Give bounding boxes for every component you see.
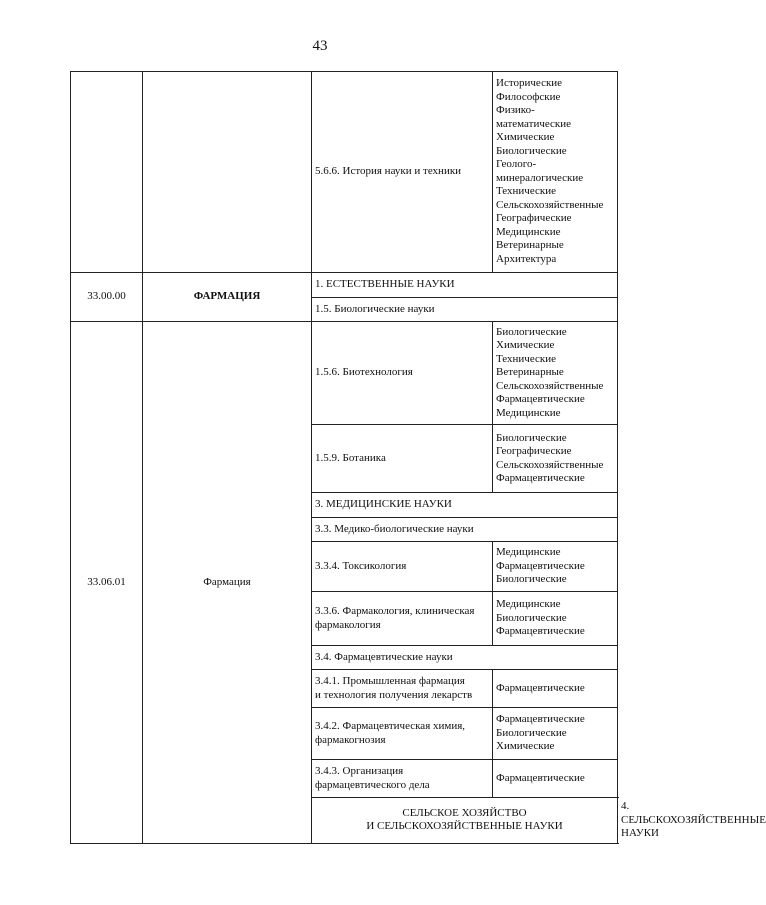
branch-item: Философские — [496, 90, 561, 103]
branch-item: Фармацевтические — [496, 625, 585, 638]
name-cell — [143, 72, 312, 273]
table-row — [71, 72, 618, 273]
branch-item: Химические — [496, 339, 555, 352]
branch-item: минералогические — [496, 171, 584, 184]
specialty-cell: 1.5.6. Биотехнология — [312, 322, 493, 425]
branch-item: Сельскохозяйственные — [496, 198, 604, 211]
branch-item: Химические — [496, 740, 555, 753]
table-row: СЕЛЬСКОЕ ХОЗЯЙСТВО И СЕЛЬСКОХОЗЯЙСТВЕННЫЕ НАУКИ 4. СЕЛЬСКОХОЗЯЙСТВЕННЫЕ НАУКИ — [71, 798, 618, 844]
branch-item: Географические — [496, 445, 572, 457]
code-cell — [71, 72, 143, 273]
branch-item: Географические — [496, 212, 572, 224]
specialty-line: 3.4.3. Организация — [315, 765, 404, 777]
specialty-line: фармакология — [315, 618, 381, 631]
science-subarea: 1.5. Биологические науки — [312, 298, 618, 322]
branch-item: Фармацевтические — [496, 559, 585, 572]
branch-item: Геолого- — [496, 158, 537, 170]
branch-item: Биологические — [496, 611, 567, 624]
specialty-cell: 5.6.6. История науки и техники — [312, 72, 493, 273]
branch-item: Биологические — [496, 573, 567, 586]
branches-cell — [493, 425, 618, 493]
branch-item: Сельскохозяйственные — [496, 379, 604, 392]
branch-item: Ветеринарные — [496, 366, 564, 379]
branch-item: Физико- — [496, 104, 535, 116]
branch-item: Биологические — [496, 726, 567, 739]
branch-item: Биологические — [496, 144, 567, 157]
branch-item: Химические — [496, 131, 555, 143]
branch-item: Фармацевтические — [496, 472, 585, 484]
specialty-cell — [312, 760, 493, 798]
group-name — [312, 798, 618, 844]
program-code: 33.06.01 — [71, 322, 143, 844]
branch-item: Фармацевтические — [496, 771, 585, 784]
specialty-cell — [312, 708, 493, 760]
science-area: 1. ЕСТЕСТВЕННЫЕ НАУКИ — [312, 273, 618, 298]
branch-item: Биологические — [496, 325, 567, 338]
specialty-cell — [312, 592, 493, 646]
specialty-cell: 3.3.4. Токсикология — [312, 542, 493, 592]
branch-item: Медицинские — [496, 546, 561, 559]
branch-item: Фармацевтические — [496, 681, 585, 694]
specialty-cell — [312, 670, 493, 708]
group-name-line: И СЕЛЬСКОХОЗЯЙСТВЕННЫЕ НАУКИ — [366, 820, 563, 833]
branches-cell — [493, 72, 618, 273]
program-name: Фармация — [143, 322, 312, 844]
branch-item: Сельскохозяйственные — [496, 458, 604, 471]
group-name: ФАРМАЦИЯ — [143, 273, 312, 322]
branches-cell — [493, 760, 618, 798]
specialties-table — [70, 71, 766, 844]
branch-item: Медицинские — [496, 225, 561, 238]
branch-item: Медицинские — [496, 598, 561, 611]
branch-item: Биологические — [496, 431, 567, 444]
group-code: 33.00.00 — [71, 273, 143, 322]
branches-cell — [493, 670, 618, 708]
branch-item: Ветеринарные — [496, 239, 564, 251]
science-area: 3. МЕДИЦИНСКИЕ НАУКИ — [312, 493, 618, 518]
branch-item: Исторические — [496, 77, 563, 89]
group-name-line: СЕЛЬСКОЕ ХОЗЯЙСТВО — [402, 806, 527, 819]
branches-cell — [493, 708, 618, 760]
branch-item: Фармацевтические — [496, 713, 585, 726]
branches-cell — [493, 322, 618, 425]
branch-item: Медицинские — [496, 406, 561, 419]
science-subarea: 3.4. Фармацевтические науки — [312, 646, 618, 670]
specialty-line: 3.3.6. Фармакология, клиническая — [315, 605, 475, 617]
specialty-line: 3.4.2. Фармацевтическая химия, — [315, 720, 466, 732]
branches-cell — [493, 542, 618, 592]
branch-item: Фармацевтические — [496, 393, 585, 406]
page-number: 43 — [312, 38, 328, 54]
branch-item: математические — [496, 117, 572, 130]
branches-cell — [493, 592, 618, 646]
specialty-cell: 1.5.9. Ботаника — [312, 425, 493, 493]
table-row — [71, 322, 618, 425]
branch-item: Технические — [496, 352, 556, 365]
specialty-line: фармакогнозия — [315, 733, 386, 746]
science-subarea: 3.3. Медико-биологические науки — [312, 518, 618, 542]
branch-item: Технические — [496, 185, 556, 197]
specialty-line: и технология получения лекарств — [315, 688, 473, 701]
table-row — [71, 273, 618, 298]
branch-item: Архитектура — [496, 252, 557, 265]
specialty-line: 3.4.1. Промышленная фармация — [315, 675, 465, 687]
specialty-line: фармацевтического дела — [315, 778, 430, 791]
